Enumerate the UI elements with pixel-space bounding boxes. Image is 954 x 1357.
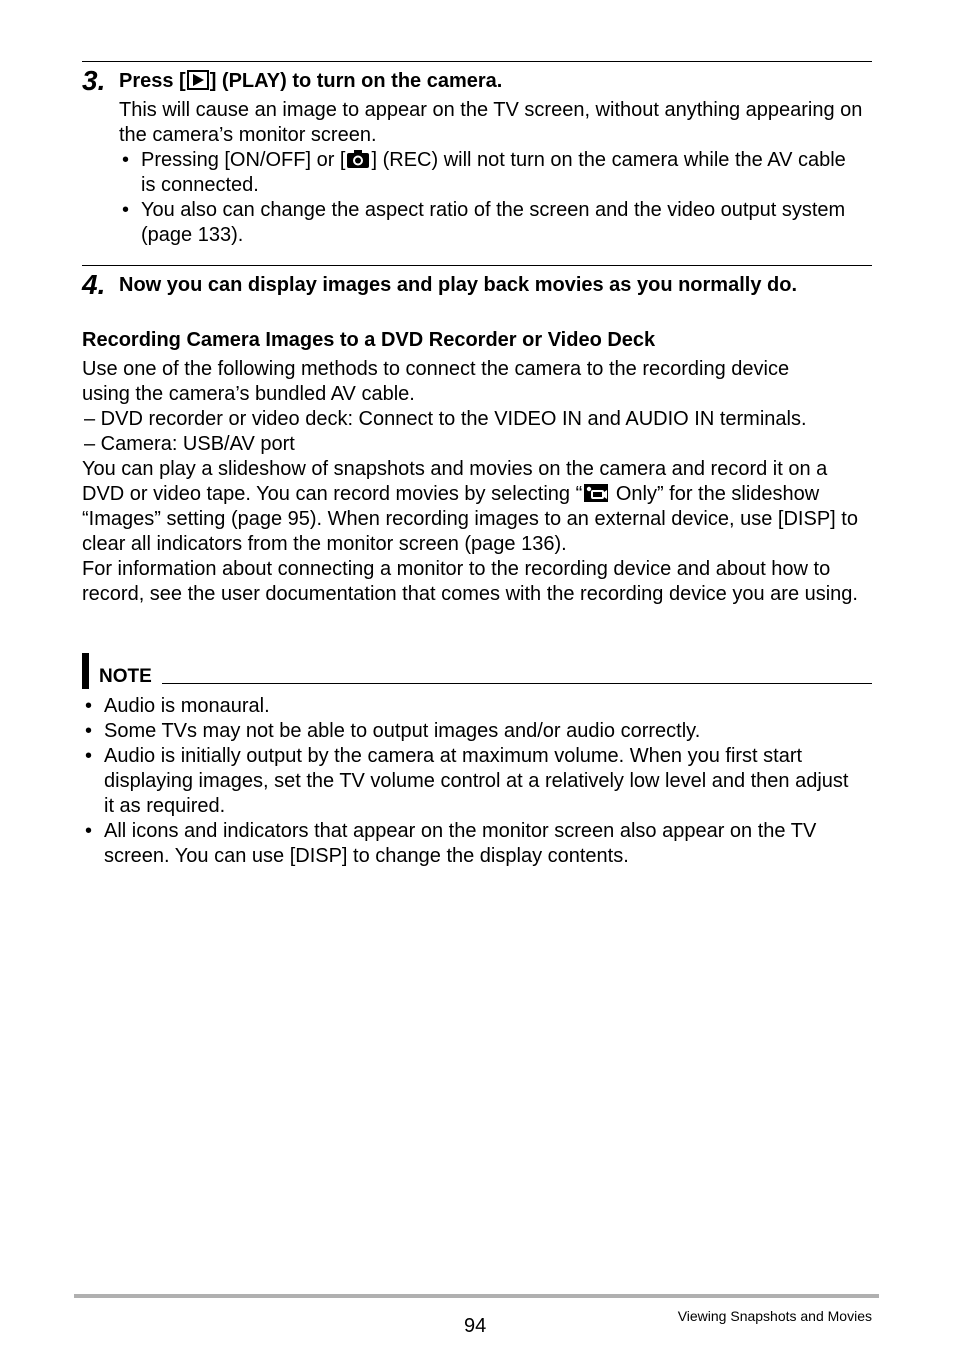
play-icon — [187, 70, 209, 90]
step-4-number: 4. — [82, 269, 106, 300]
list-item — [82, 744, 857, 819]
recording-para-3: For information about connecting a monitor to the recording device and about how to record, see the user documentation that comes with the recording device you are using. — [82, 558, 858, 605]
step4-top-rule — [82, 265, 872, 266]
note-item-text: All icons and indicators that appear on the monitor screen also appear on the TV screen. You can use [DISP] to change the display contents. — [104, 820, 817, 867]
step-3-title — [119, 69, 502, 94]
list-item — [82, 819, 857, 869]
camera-icon — [346, 149, 370, 169]
list-item — [119, 198, 864, 248]
list-item — [82, 694, 857, 719]
recording-intro: Use one of the following methods to connect the camera to the recording device using the camera’s bundled AV cable. — [82, 358, 790, 405]
step-3-title-post: ] (PLAY) to turn on the camera. — [209, 70, 503, 92]
step-3-number: 3. — [82, 65, 106, 96]
footer-rule — [74, 1294, 879, 1298]
step3-top-rule — [82, 61, 872, 62]
note-item-text: Some TVs may not be able to output images and/or audio correctly. — [104, 720, 701, 742]
step-3-title-pre: Press [ — [119, 70, 186, 92]
step-3-bullets — [119, 148, 864, 248]
note-item-text: Audio is monaural. — [104, 695, 270, 717]
section-heading: Recording Camera Images to a DVD Recorder or Video Deck — [82, 329, 656, 351]
bullet-marker: • — [85, 720, 93, 742]
step-4-title: Now you can display images and play back movies as you normally do. — [119, 274, 797, 296]
note-rule — [162, 683, 872, 684]
note-marker-bar — [82, 653, 89, 689]
bullet-marker: • — [122, 199, 130, 221]
recording-dash-1: – DVD recorder or video deck: Connect to the VIDEO IN and AUDIO IN terminals. — [84, 408, 807, 430]
note-list — [82, 694, 857, 869]
bullet-marker: • — [85, 820, 93, 842]
bullet-marker: • — [122, 149, 130, 171]
movie-icon — [584, 483, 608, 503]
recording-para-2 — [82, 457, 872, 557]
footer-section-title: Viewing Snapshots and Movies — [677, 1308, 872, 1324]
recording-para-2-pre: You can play a slideshow of snapshots and movies on the camera and record it on a DVD or video tape. You can record movies by selecting “ — [82, 458, 828, 505]
bullet-text-post: ] (REC) will not turn on the camera while the AV cable is connected. — [141, 149, 846, 196]
note-label: NOTE — [99, 666, 152, 687]
list-item — [82, 719, 857, 744]
recording-para-2-post: Only” for the slideshow “Images” setting (page 95). When recording images to an external device, use [DISP] to clear all indicators from the monitor screen (page 136). — [82, 483, 858, 555]
recording-dash-2: – Camera: USB/AV port — [84, 433, 295, 455]
page-number: 94 — [464, 1315, 487, 1337]
bullet-text: You also can change the aspect ratio of the screen and the video output system (page 133). — [141, 199, 846, 246]
note-item-text: Audio is initially output by the camera at maximum volume. When you first start displaying images, set the TV volume control at a relatively low level and then adjust it as required. — [104, 745, 849, 817]
step-3-body: This will cause an image to appear on the TV screen, without anything appearing on the camera’s monitor screen. — [119, 99, 863, 146]
bullet-text-pre: Pressing [ON/OFF] or [ — [141, 149, 346, 171]
list-item — [119, 148, 864, 198]
bullet-marker: • — [85, 745, 93, 767]
bullet-marker: • — [85, 695, 93, 717]
